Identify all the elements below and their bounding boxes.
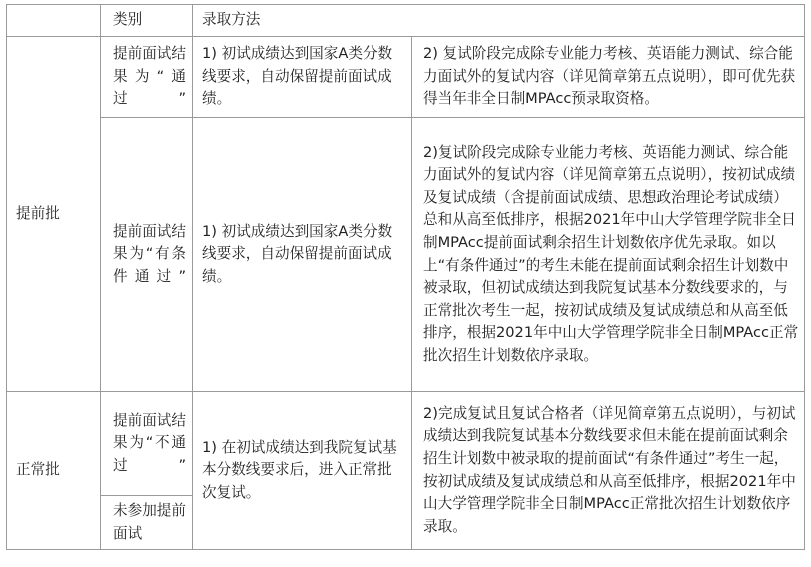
- table-row: [7, 37, 805, 118]
- category-cell: 提前面试结果为“通过”: [101, 37, 193, 118]
- method-cell: 1) 在初试成绩达到我院复试基本分数线要求后，进入正常批次复试。: [193, 392, 412, 550]
- batch-regular: 正常批: [7, 392, 101, 550]
- table-row: [7, 118, 805, 392]
- category-cell: 提前面试结果为“有条件通过”: [101, 118, 193, 392]
- method-cell: 1) 初试成绩达到国家A类分数线要求，自动保留提前面试成绩。: [193, 118, 412, 392]
- category-cell: 未参加提前面试: [101, 496, 193, 550]
- category-cell: 提前面试结果为“不通过”: [101, 392, 193, 496]
- method-cell: 2)完成复试且复试合格者（详见简章第五点说明），与初试成绩达到我院复试基本分数线要求但未能在提前面试剩余招生计划数中被录取的提前面试“有条件通过”考生一起，按初试成绩及复试成绩总和从高至低排序，根据2021年中山大学管理学院非全日制MPAcc正常批次招生计划数依序录取。: [412, 392, 805, 550]
- method-cell: 2) 复试阶段完成除专业能力考核、英语能力测试、综合能力面试外的复试内容（详见简章第五点说明），即可优先获得当年非全日制MPAcc预录取资格。: [412, 37, 805, 118]
- batch-advance: 提前批: [7, 37, 101, 392]
- header-category: 类别: [101, 5, 193, 37]
- header-method: 录取方法: [193, 5, 805, 37]
- method-cell: 2)复试阶段完成除专业能力考核、英语能力测试、综合能力面试外的复试内容（详见简章第五点说明），按初试成绩及复试成绩（含提前面试成绩、思想政治理论考试成绩）总和从高至低排序，根据2021年中山大学管理学院非全日制MPAcc提前面试剩余招生计划数依序优先录取。如以上“有条件通过”的考生未能在提前面试剩余招生计划数中被录取，但初试成绩达到我院复试基本分数线要求的，与正常批次考生一起，按初试成绩及复试成绩总和从高至低排序，根据2021年中山大学管理学院非全日制MPAcc正常批次招生计划数依序录取。: [412, 118, 805, 392]
- header-row: [7, 5, 805, 37]
- admission-table: [6, 4, 805, 550]
- table-row: [7, 392, 805, 496]
- header-empty: [7, 5, 101, 37]
- method-cell: 1) 初试成绩达到国家A类分数线要求，自动保留提前面试成绩。: [193, 37, 412, 118]
